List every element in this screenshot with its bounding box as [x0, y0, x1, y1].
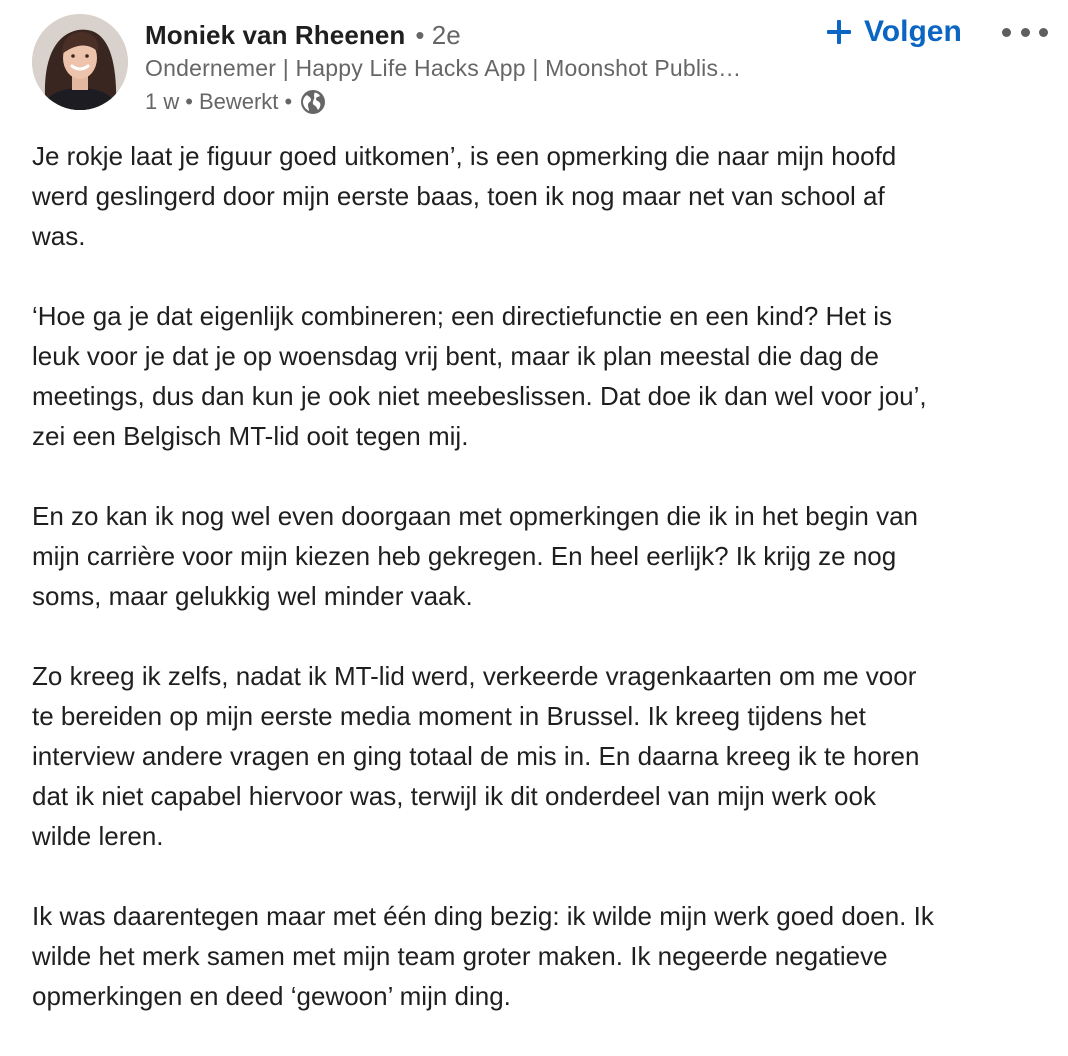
post-time: 1 w: [145, 89, 180, 114]
avatar[interactable]: [32, 14, 128, 110]
globe-icon: [300, 89, 326, 115]
post-paragraph: En zo kan ik nog wel even doorgaan met opmerkingen die ik in het begin van mijn carrière voor mijn kiezen heb gekregen. En heel eerlijk? Ik krijg ze nog soms, maar gelukkig wel minder vaak.: [32, 501, 919, 611]
follow-label: Volgen: [864, 15, 962, 48]
more-options-button[interactable]: [1002, 20, 1048, 44]
follow-button[interactable]: [826, 12, 962, 52]
author-line: [145, 17, 461, 53]
post-meta: [145, 88, 326, 116]
author-name[interactable]: Moniek van Rheenen: [145, 19, 406, 50]
plus-icon: [826, 19, 852, 45]
meta-separator: •: [284, 89, 293, 114]
post-header: [0, 0, 1068, 125]
post-paragraph: ‘Hoe ga je dat eigenlijk combineren; een directiefunctie en een kind? Het is leuk voor je dat je op woensdag vrij bent, maar ik plan meestal die dag de meetings, dus dan kun je ook niet meebeslissen. Dat doe ik dan wel voor jou’, zei een Belgisch MT-lid ooit tegen mij.: [32, 301, 927, 451]
post-paragraph: Je rokje laat je figuur goed uitkomen’, is een opmerking die naar mijn hoofd werd geslingerd door mijn eerste baas, toen ik nog maar net van school af was.: [32, 141, 897, 251]
post-paragraph: Ik was daarentegen maar met één ding bezig: ik wilde mijn werk goed doen. Ik wilde het merk samen met mijn team groter maken. Ik negeerde negatieve opmerkingen en deed ‘gewoon’ mijn ding.: [32, 901, 934, 1011]
post-paragraph: Zo kreeg ik zelfs, nadat ik MT-lid werd, verkeerde vragenkaarten om me voor te bereiden op mijn eerste media moment in Brussel. Ik kreeg tijdens het interview andere vragen en ging totaal de mis in. En daarna kreeg ik te horen dat ik niet capabel hiervoor was, terwijl ik dit onderdeel van mijn werk ook wilde leren.: [32, 661, 920, 851]
author-headline[interactable]: Ondernemer | Happy Life Hacks App | Moonshot Publis…: [145, 55, 742, 81]
meta-separator: •: [185, 89, 193, 114]
post-body: [32, 136, 1042, 1056]
more-horizontal-icon: [1002, 28, 1011, 37]
connection-degree: • 2e: [415, 19, 461, 50]
edited-label: Bewerkt: [198, 89, 279, 114]
more-horizontal-icon: [1039, 28, 1048, 37]
more-horizontal-icon: [1021, 28, 1030, 37]
